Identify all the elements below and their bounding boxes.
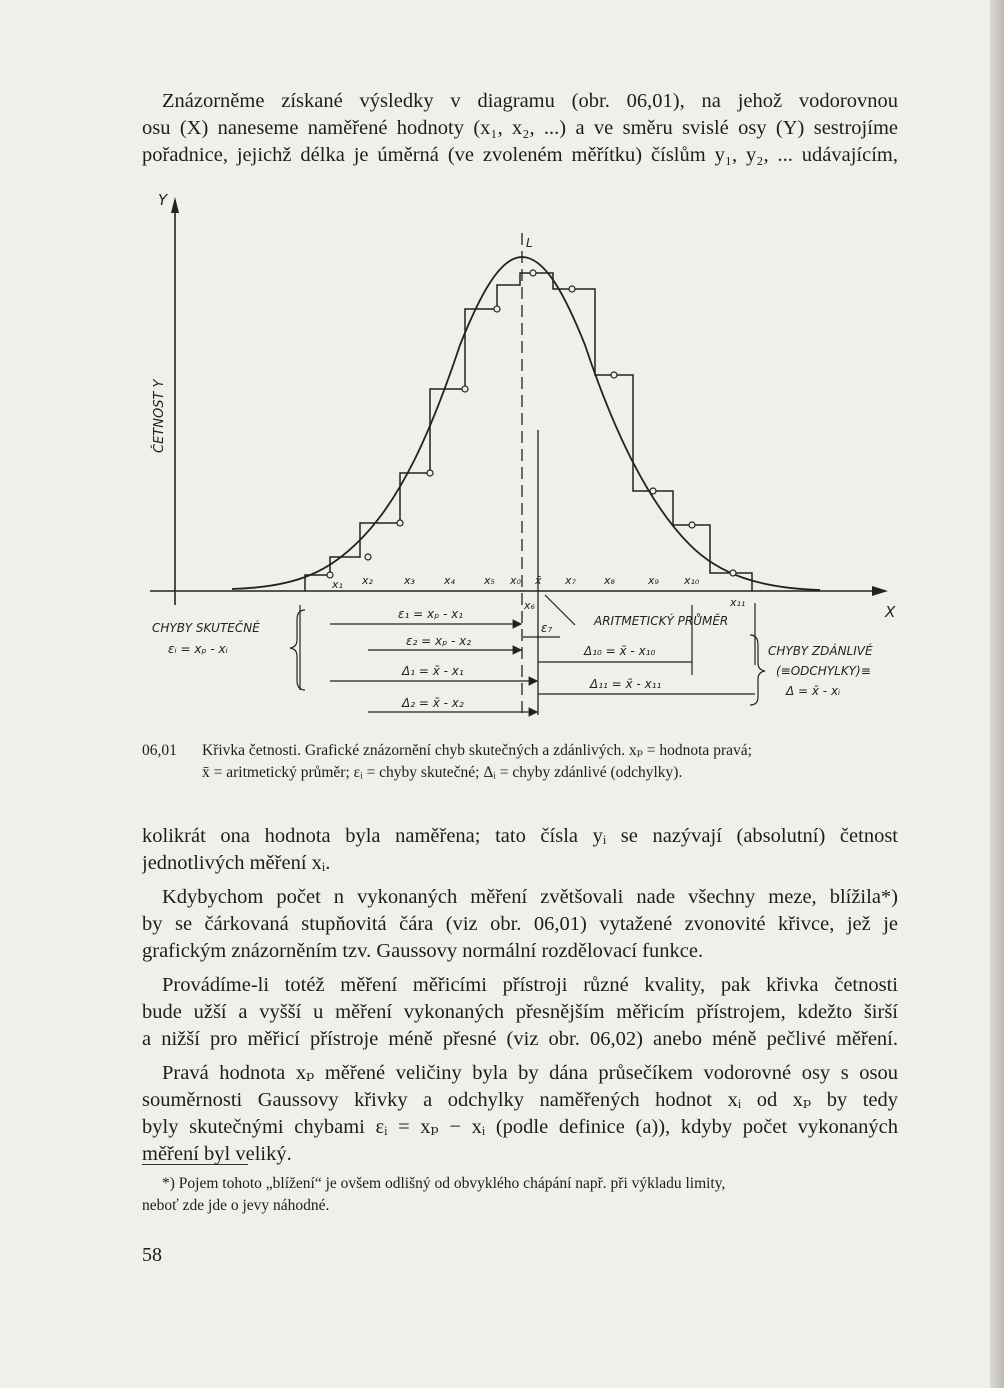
footnote-line2: neboť zde jde o jevy náhodné.	[142, 1197, 330, 1214]
left-note-formula: εᵢ = xₚ - xᵢ	[168, 642, 228, 656]
x-tick-label-0: x₀	[510, 574, 521, 587]
paragraph3-line1: Kdybychom počet n vykonaných měření zvětšovali nade všechny meze, blížila*)	[162, 886, 898, 908]
x-tick-label-3: x₃	[404, 574, 415, 587]
right-note-title: CHYBY ZDÁNLIVÉ	[768, 644, 873, 658]
x-tick-label-1: x₁	[332, 578, 343, 591]
paragraph1-line3: pořadnice, jejichž délka je úměrná (ve zvoleném měřítku) číslům y₁, y₂, ... udávajícím,	[142, 144, 898, 166]
mean-label: ARITMETICKÝ PRŮMĚR	[594, 614, 729, 628]
caption-text-line1: Křivka četnosti. Grafické znázornění chyb skutečných a zdánlivých. xₚ = hodnota pravá;	[202, 742, 752, 759]
paragraph1-line2: osu (X) naneseme naměřené hodnoty (x₁, x₂, ...) a ve směru svislé osy (Y) sestrojíme	[142, 117, 898, 139]
x-axis-arrow	[872, 586, 888, 596]
x-tick-label-7: x₇	[565, 574, 576, 587]
figure-caption-line1	[142, 740, 898, 761]
left-brace	[290, 610, 305, 690]
paragraph3-line3: grafickým znázorněním tzv. Gaussovy normální rozdělovací funkce.	[142, 940, 704, 962]
figure-caption-line2: x̄ = aritmetický průměr; εᵢ = chyby skutečné; Δᵢ = chyby zdánlivé (odchylky).	[202, 764, 683, 781]
x-tick-label-6: x₆	[524, 599, 535, 612]
step-histogram	[305, 273, 752, 591]
paragraph5-line3: byly skutečnými chybami εᵢ = xₚ − xᵢ (podle definice (a)), kdyby počet vykonaných	[142, 1116, 898, 1138]
eq-eps1: ε₁ = xₚ - x₁	[398, 607, 464, 621]
left-note-title: CHYBY SKUTEČNÉ	[152, 621, 260, 635]
paragraph3-line2: by se čárkovaná stupňovitá čára (viz obr. 06,01) vytažené zvonovité křivce, jež je	[142, 913, 898, 935]
paragraph1-line1: Znázorněme získané výsledky v diagramu (obr. 06,01), na jehož vodorovnou	[162, 90, 898, 112]
paragraph5-line2: souměrnosti Gaussovy křivky a odchylky naměřených hodnot xᵢ od xₚ by tedy	[142, 1089, 898, 1111]
x-tick-label-10: x₁₀	[684, 574, 700, 587]
paragraph5-line4: měření byl veliký.	[142, 1143, 292, 1165]
eq-delta2: Δ₂ = x̄ - x₂	[402, 696, 464, 710]
figure-number: 06,01	[142, 742, 177, 759]
page-number: 58	[142, 1244, 162, 1266]
paragraph5-line1: Pravá hodnota xₚ měřené veličiny byla by dána průsečíkem vodorovné osy s osou	[162, 1062, 898, 1084]
eq-delta10: Δ₁₀ = x̄ - x₁₀	[584, 644, 656, 658]
x-tick-label-5: x₅	[484, 574, 495, 587]
right-note-formula: Δ = x̄ - xᵢ	[786, 684, 841, 698]
x-axis-label: X	[885, 603, 896, 621]
eq-delta1: Δ₁ = x̄ - x₁	[402, 664, 464, 678]
paragraph4-line2: bude užší a vyšší u měření vykonaných přesnějším měřicím přístrojem, kdežto širší	[142, 1001, 898, 1023]
y-axis-arrow	[171, 197, 179, 213]
eq-eps7: ε₇	[541, 621, 553, 635]
footnote-rule	[142, 1164, 248, 1165]
symmetry-label: L	[526, 236, 533, 250]
gauss-curve	[232, 257, 820, 590]
x-tick-label-2: x₂	[362, 574, 373, 587]
paragraph2-line1: kolikrát ona hodnota byla naměřena; tato čísla yᵢ se nazývají (absolutní) četnost	[142, 825, 898, 847]
paragraph2-line2: jednotlivých měření xᵢ.	[142, 852, 331, 874]
x-tick-label-9: x₉	[648, 574, 659, 587]
paragraph4-line3: a nižší pro měřicí přístroje méně přesné (viz obr. 06,02) anebo méně pečlivé měření.	[142, 1028, 898, 1050]
frequency-curve-figure	[0, 185, 1004, 725]
eq-delta11: Δ₁₁ = x̄ - x₁₁	[590, 677, 662, 691]
x-tick-label-mean: x̄	[535, 574, 542, 587]
y-axis-title: ČETNOST Y	[152, 379, 167, 453]
right-note-sub: (≡ODCHYLKY)≡	[776, 664, 871, 678]
eq-eps2: ε₂ = xₚ - x₂	[406, 634, 472, 648]
x-tick-label-4: x₄	[444, 574, 455, 587]
footnote-line1: *) Pojem tohoto „blížení“ je ovšem odlišný od obvyklého chápání např. při výkladu limity,	[162, 1175, 726, 1192]
y-axis-label: Y	[158, 191, 168, 209]
x-tick-label-8: x₈	[604, 574, 615, 587]
x-tick-label-11: x₁₁	[730, 596, 746, 609]
paragraph4-line1: Provádíme-li totéž měření měřicími přístroji různé kvality, pak křivka četnosti	[162, 974, 898, 996]
